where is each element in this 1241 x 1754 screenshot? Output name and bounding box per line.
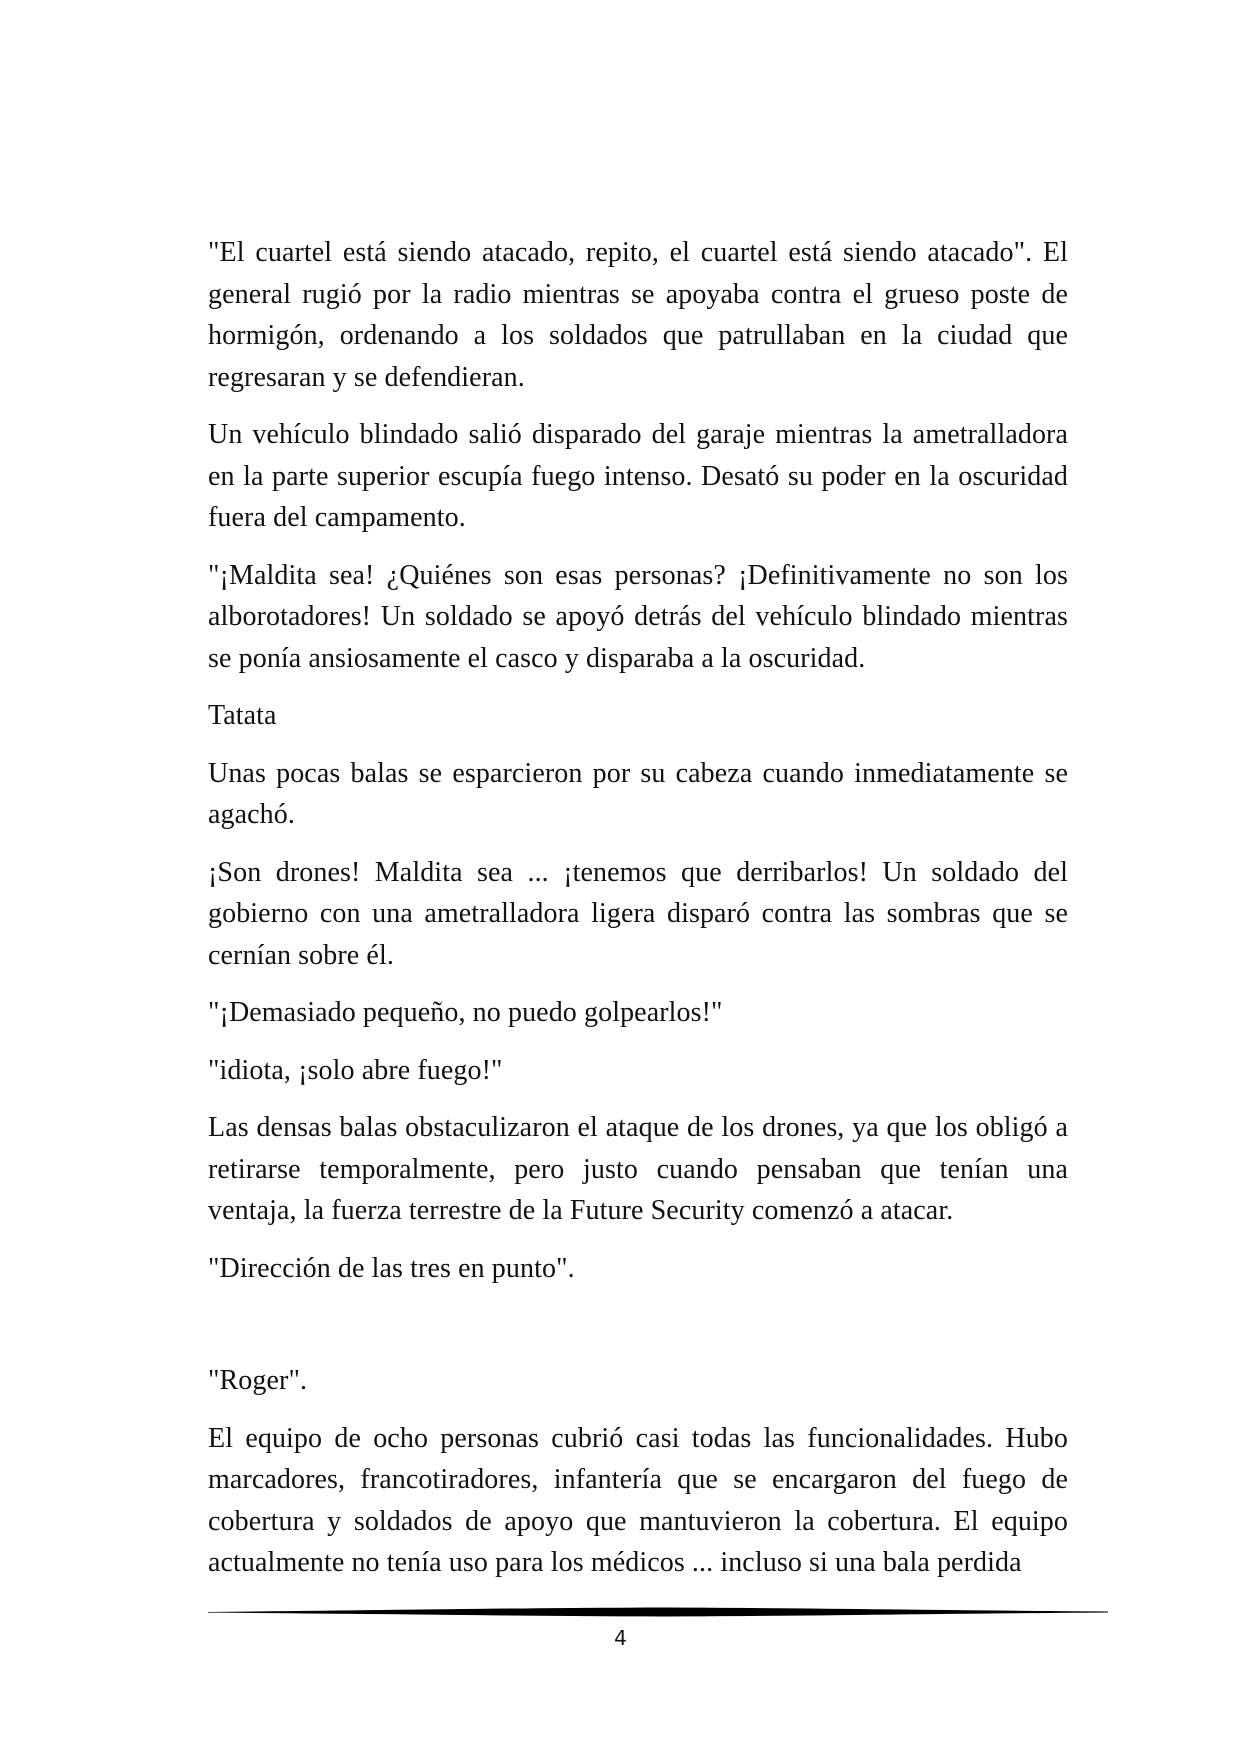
page-number: 4 [614,1626,627,1650]
body-text [208,232,1068,1600]
paragraph-7: "¡Demasiado pequeño, no puedo golpearlos!" [208,997,723,1028]
paragraph-11: "Roger". [208,1365,308,1396]
footer-rule [208,1605,1108,1619]
paragraph-3: "¡Maldita sea! ¿Quiénes son esas personas? ¡Definitivamente no son los alborotadores! Un soldado se apoyó detrás del vehículo blindado mientras se ponía ansiosamente el casco y disparaba a la oscuridad. [208,559,1068,674]
footer-rule-line [208,1608,1108,1617]
paragraph-9: Las densas balas obstaculizaron el ataque de los drones, ya que los obligó a retirarse temporalmente, pero justo cuando pensaban que tenían una ventaja, la fuerza terrestre de la Future Security comenzó a atacar. [208,1112,1068,1226]
paragraph-10: "Dirección de las tres en punto". [208,1252,575,1284]
paragraph-2: Un vehículo blindado salió disparado del garaje mientras la ametralladora en la parte superior escupía fuego intenso. Desató su poder en la oscuridad fuera del campamento. [208,419,1068,533]
paragraph-4: Tatata [208,700,277,731]
paragraph-6: ¡Son drones! Maldita sea ... ¡tenemos que derribarlos! Un soldado del gobierno con una ametralladora ligera disparó contra las sombras que se cernían sobre él. [208,856,1068,971]
paragraph-12: El equipo de ocho personas cubrió casi todas las funcionalidades. Hubo marcadores, francotiradores, infantería que se encargaron del fuego de cobertura y soldados de apoyo que mantuvieron la cobertura. El equipo actualmente no tenía uso para los médicos ... incluso si una bala perdida [208,1422,1068,1578]
paragraph-gap [208,1305,1068,1360]
paragraph-8: "idiota, ¡solo abre fuego!" [208,1054,503,1086]
paragraph-5: Unas pocas balas se esparcieron por su cabeza cuando inmediatamente se agachó. [208,757,1068,830]
paragraph-1: "El cuartel está siendo atacado, repito, el cuartel está siendo atacado". El general rugió por la radio mientras se apoyaba contra el grueso poste de hormigón, ordenando a los soldados que patrullaban en la ciudad que regresaran y se defendieran. [208,237,1068,393]
